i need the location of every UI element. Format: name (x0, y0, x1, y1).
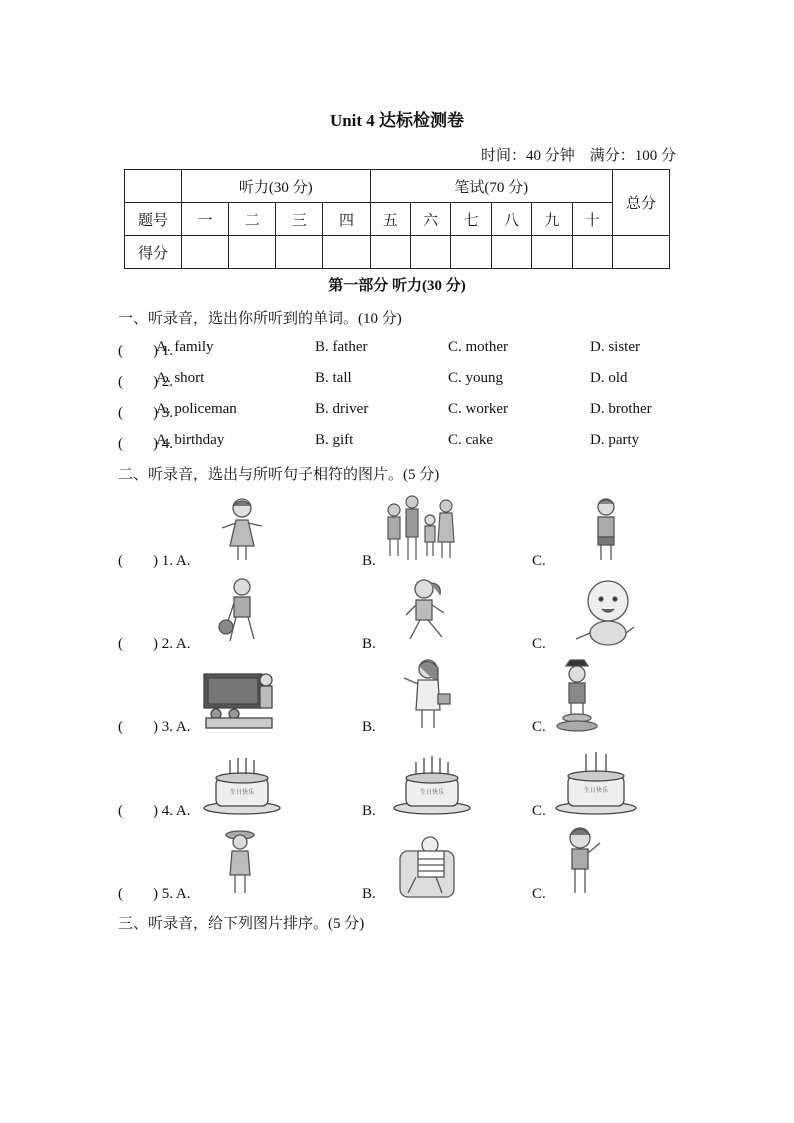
score-cell[interactable] (182, 236, 229, 269)
question-number: 七 (451, 203, 491, 236)
score-cell[interactable] (491, 236, 531, 269)
picture-question-row-3 (118, 654, 678, 736)
police-toy-icon (554, 658, 600, 732)
cake-three-candles-icon (554, 750, 638, 816)
score-label: 得分 (125, 236, 182, 269)
option-b-label: B. (362, 886, 376, 902)
question-number: 八 (491, 203, 531, 236)
question-number: 五 (370, 203, 410, 236)
score-table-header-row (125, 170, 670, 203)
question-row-1 (118, 339, 678, 361)
picture-question-label[interactable]: ( ) 2. A. (118, 636, 191, 652)
question-label: 题号 (125, 203, 182, 236)
question-number-row (125, 203, 670, 236)
score-cell[interactable] (572, 236, 612, 269)
option-c-label: C. (532, 553, 546, 569)
teacher-classroom-icon (202, 670, 278, 732)
picture-question-row-4 (118, 738, 678, 820)
boy-basketball-icon (216, 577, 264, 649)
question-row-2 (118, 370, 678, 392)
total-score-cell[interactable] (613, 236, 670, 269)
option-c-label: C. (532, 636, 546, 652)
boy-waving-icon (560, 825, 606, 899)
picture-question-label[interactable]: ( ) 3. A. (118, 719, 191, 735)
cake-text: 生日快乐 (583, 788, 609, 794)
score-cell[interactable] (532, 236, 572, 269)
picture-question-row-1 (118, 488, 678, 570)
option-b: B. driver (315, 401, 369, 417)
option-d: D. sister (590, 339, 640, 355)
option-a: A. family (156, 339, 214, 355)
cake-text: 生日快乐 (419, 790, 445, 796)
option-d: D. party (590, 432, 640, 448)
score-cell[interactable] (410, 236, 450, 269)
option-c: C. mother (448, 339, 508, 355)
listening-header: 听力(30 分) (182, 170, 371, 203)
writing-header: 笔试(70 分) (370, 170, 612, 203)
option-b: B. tall (315, 370, 352, 386)
option-c: C. worker (448, 401, 508, 417)
score-cell[interactable] (229, 236, 276, 269)
score-cell[interactable] (276, 236, 323, 269)
cake-text: 生日快乐 (229, 790, 255, 796)
question-number: 三 (276, 203, 323, 236)
option-b-label: B. (362, 803, 376, 819)
score-cell[interactable] (451, 236, 491, 269)
question-number: 六 (410, 203, 450, 236)
question-number: 九 (532, 203, 572, 236)
section2-title: 二、听录音，选出与所听句子相符的图片。(5 分) (118, 467, 440, 483)
section3-title: 三、听录音，给下列图片排序。(5 分) (118, 916, 365, 932)
option-d: D. old (590, 370, 628, 386)
part-one-title: 第一部分 听力(30 分) (328, 278, 466, 294)
time-info: 时间：40 分钟 满分：100 分 (480, 148, 676, 164)
option-b-label: B. (362, 636, 376, 652)
question-number: 一 (182, 203, 229, 236)
girl-dress-icon (214, 496, 270, 566)
option-b-label: B. (362, 553, 376, 569)
grandpa-reading-icon (396, 833, 458, 899)
score-cell[interactable] (370, 236, 410, 269)
option-a: A. short (156, 370, 205, 386)
question-row-3 (118, 401, 678, 423)
option-c-label: C. (532, 886, 546, 902)
blank-cell (125, 170, 182, 203)
girl-running-icon (400, 577, 454, 649)
question-number: 二 (229, 203, 276, 236)
picture-question-row-2 (118, 571, 678, 653)
question-number: 十 (572, 203, 612, 236)
cake-five-candles-icon (392, 754, 472, 816)
section1-title: 一、听录音，选出你所听到的单词。(10 分) (118, 311, 402, 327)
picture-question-label[interactable]: ( ) 5. A. (118, 886, 191, 902)
question-row-4 (118, 432, 678, 454)
option-c-label: C. (532, 803, 546, 819)
option-c: C. young (448, 370, 504, 386)
score-row (125, 236, 670, 269)
option-d: D. brother (590, 401, 652, 417)
boy-icon (588, 496, 624, 566)
baby-icon (568, 577, 640, 649)
option-b: B. father (315, 339, 368, 355)
picture-question-row-5 (118, 821, 678, 903)
option-a: A. birthday (156, 432, 225, 448)
option-b-label: B. (362, 719, 376, 735)
option-c-label: C. (532, 719, 546, 735)
option-c: C. cake (448, 432, 493, 448)
page-title: Unit 4 达标检测卷 (329, 111, 465, 130)
question-number[interactable]: ( ) 4. (118, 436, 173, 452)
question-number[interactable]: ( ) 2. (118, 374, 173, 390)
question-number: 四 (323, 203, 370, 236)
picture-question-label[interactable]: ( ) 4. A. (118, 803, 191, 819)
picture-question-label[interactable]: ( ) 1. A. (118, 553, 191, 569)
cake-four-candles-icon (202, 754, 282, 816)
doctor-icon (398, 658, 454, 732)
girl-hat-icon (220, 827, 260, 899)
score-table (124, 169, 670, 269)
total-header: 总分 (613, 170, 670, 236)
question-number[interactable]: ( ) 3. (118, 405, 173, 421)
score-cell[interactable] (323, 236, 370, 269)
option-b: B. gift (315, 432, 354, 448)
question-number[interactable]: ( ) 1. (118, 343, 173, 359)
family-icon (380, 494, 458, 566)
option-a: A. policeman (156, 401, 237, 417)
